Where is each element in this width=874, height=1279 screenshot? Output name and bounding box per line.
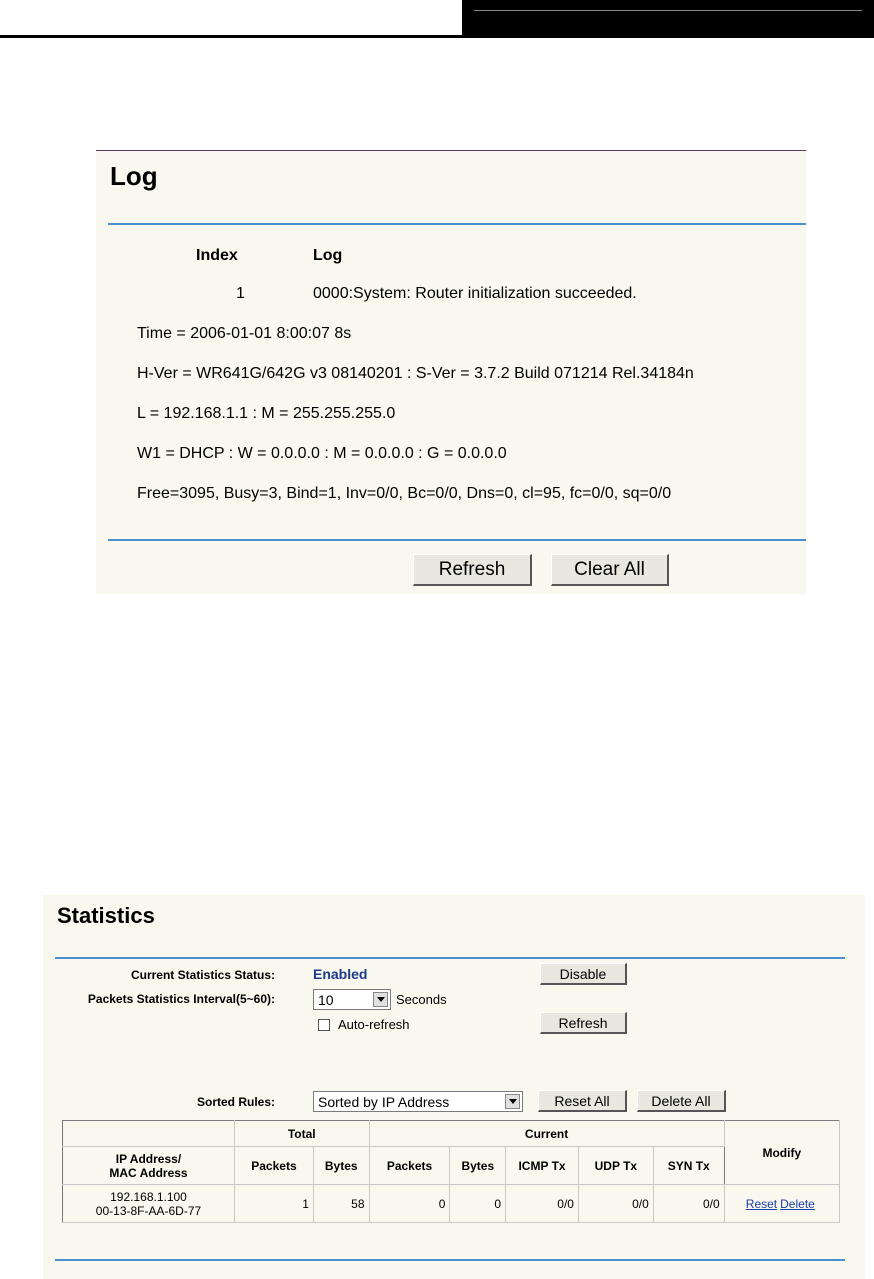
- statistics-table: [62, 1120, 840, 1223]
- current-group-header: Current: [369, 1121, 724, 1147]
- mac-address: 00-13-8F-AA-6D-77: [95, 1203, 202, 1218]
- divider: [55, 1259, 845, 1261]
- total-bytes-column-header: Bytes: [313, 1147, 369, 1185]
- disable-button[interactable]: Disable: [540, 963, 627, 985]
- divider: [55, 957, 845, 959]
- page-title: Statistics: [57, 903, 155, 928]
- divider: [108, 223, 806, 225]
- refresh-button[interactable]: Refresh: [413, 554, 532, 586]
- icmp-tx-cell: 0/0: [506, 1185, 579, 1223]
- status-value: Enabled: [313, 966, 368, 982]
- delete-link[interactable]: Delete: [780, 1196, 815, 1211]
- icmp-tx-column-header: ICMP Tx: [506, 1147, 579, 1185]
- log-entry-message: 0000:System: Router initialization succeeded.: [313, 285, 637, 302]
- current-packets-cell: 0: [369, 1185, 450, 1223]
- delete-all-button[interactable]: Delete All: [637, 1090, 726, 1112]
- chevron-down-icon: [505, 1094, 520, 1109]
- chevron-down-icon: [373, 992, 388, 1007]
- interval-label: Packets Statistics Interval(5~60):: [87, 992, 275, 1006]
- udp-tx-cell: 0/0: [578, 1185, 653, 1223]
- log-panel: [96, 150, 806, 594]
- index-column-header: Index: [196, 247, 238, 264]
- refresh-button[interactable]: Refresh: [540, 1012, 627, 1034]
- total-packets-cell: 1: [234, 1185, 313, 1223]
- header-bar: [462, 0, 874, 38]
- divider: [108, 539, 806, 541]
- reset-link[interactable]: Reset: [745, 1196, 778, 1211]
- mac-column-header: MAC Address: [109, 1165, 188, 1180]
- page-title: Log: [110, 161, 158, 191]
- header-thin-rule: [474, 10, 862, 11]
- header-rule: [0, 35, 462, 38]
- modify-cell: [724, 1185, 839, 1223]
- total-group-header: Total: [234, 1121, 369, 1147]
- statistics-panel: [43, 895, 865, 1279]
- current-packets-column-header: Packets: [369, 1147, 450, 1185]
- sorted-rules-label: Sorted Rules:: [196, 1095, 275, 1109]
- auto-refresh-checkbox[interactable]: [318, 1019, 330, 1031]
- ip-column-header: IP Address/: [115, 1151, 182, 1166]
- interval-select[interactable]: [313, 989, 391, 1010]
- table-group-header-row: [63, 1121, 840, 1147]
- log-info-version: H-Ver = WR641G/642G v3 08140201 : S-Ver = 3.7.2 Build 071214 Rel.34184n: [137, 365, 694, 382]
- current-bytes-cell: 0: [450, 1185, 506, 1223]
- status-label: Current Statistics Status:: [130, 968, 275, 982]
- table-row: [63, 1185, 840, 1223]
- reset-all-button[interactable]: Reset All: [538, 1090, 627, 1112]
- total-bytes-cell: 58: [313, 1185, 369, 1223]
- sorted-rules-value: Sorted by IP Address: [318, 1093, 450, 1110]
- ip-mac-cell: [63, 1185, 235, 1223]
- udp-tx-column-header: UDP Tx: [578, 1147, 653, 1185]
- log-info-memory: Free=3095, Busy=3, Bind=1, Inv=0/0, Bc=0/0, Dns=0, cl=95, fc=0/0, sq=0/0: [137, 485, 672, 502]
- auto-refresh-label: Auto-refresh: [338, 1017, 410, 1032]
- table-empty-header: [63, 1121, 235, 1147]
- sorted-rules-select[interactable]: [313, 1091, 523, 1112]
- modify-header: Modify: [724, 1121, 839, 1185]
- total-packets-column-header: Packets: [234, 1147, 313, 1185]
- log-info-time: Time = 2006-01-01 8:00:07 8s: [137, 325, 352, 342]
- log-info-lan: L = 192.168.1.1 : M = 255.255.255.0: [137, 405, 396, 422]
- ip-mac-column-header: [63, 1147, 235, 1185]
- log-entry-index: 1: [236, 285, 245, 302]
- syn-tx-column-header: SYN Tx: [653, 1147, 724, 1185]
- log-column-header: Log: [313, 247, 343, 264]
- table-column-header-row: [63, 1147, 840, 1185]
- interval-value: 10: [318, 991, 334, 1008]
- clear-all-button[interactable]: Clear All: [551, 554, 669, 586]
- syn-tx-cell: 0/0: [653, 1185, 724, 1223]
- log-info-wan: W1 = DHCP : W = 0.0.0.0 : M = 0.0.0.0 : G = 0.0.0.0: [137, 445, 507, 462]
- current-bytes-column-header: Bytes: [450, 1147, 506, 1185]
- seconds-label: Seconds: [396, 992, 447, 1007]
- ip-address: 192.168.1.100: [110, 1189, 187, 1204]
